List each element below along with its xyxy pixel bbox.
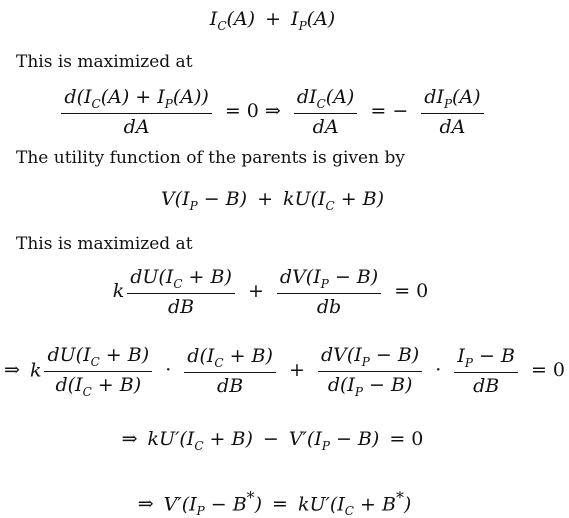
equation-sum-income: $I_C(A) + I_P(A)$: [209, 8, 336, 33]
text-maximized-1: This is maximized at: [16, 52, 193, 72]
equation-foc-a: $\frac{d(I_C(A) + I_P(A))}{dA}$ = 0 ⇒ $\frac{dI_C(A)}{dA}$ = − $\frac{dI_P(A)}{dA}$: [0, 86, 545, 138]
equation-foc-b: k $\frac{dU(I_C + B)}{dB}$ + $\frac{dV(I_P - B)}{db}$ = 0: [112, 266, 429, 318]
text-utility-function: The utility function of the parents is given by: [16, 148, 405, 168]
equation-parent-utility: $V(I_P - B) + kU(I_C + B)$: [160, 188, 385, 213]
equation-optimal-bequest: ⇒ $V'(I_P - B^*) = kU'(I_C + B^*)$: [137, 488, 412, 518]
equation-marginal-condition: ⇒ $kU'(I_C + B) - V'(I_P - B) = 0$: [121, 428, 424, 453]
equation-chain-rule: ⇒ k $\frac{dU(I_C + B)}{d(I_C + B)}$ · $\frac{d(I_C + B)}{dB}$ + $\frac{dV(I_P - B)}{d(I_P - B)}$ · $\frac{I_P - B}{dB}$ = 0: [4, 344, 566, 399]
text-maximized-2: This is maximized at: [16, 234, 193, 254]
